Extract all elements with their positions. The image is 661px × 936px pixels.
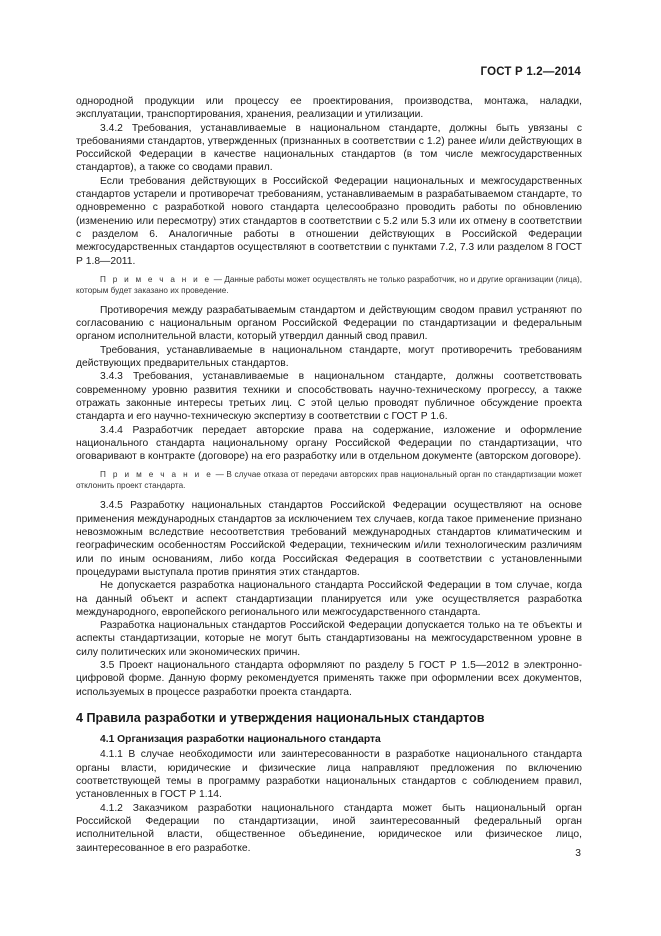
paragraph-4-1-2: 4.1.2 Заказчиком разработки национального стандарта может быть национальный орган Российской Федерации по стандартизации, иной заинтересованный федеральный орган исполнительной власти, общественное объединение, юридическое или физическое лицо, заинтересованное в его разработке. (76, 802, 582, 854)
section-heading: 4 Правила разработки и утверждения национальных стандартов (76, 710, 485, 725)
note-text: — В случае отказа от передачи авторских прав национальный орган по стандартизации может отклонить проект стандарта. (76, 470, 582, 491)
paragraph-3-4-2: 3.4.2 Требования, устанавливаемые в национальном стандарте, должны быть увязаны с требованиями стандартов, утвержденных (признанных в соответствии с 1.2) ранее и/или действующих в Российской Федерации в качестве национальных стандартов (в том числе межгосударственных стандартов), а также со сводами правил. (76, 122, 582, 174)
paragraph-3-4-3: 3.4.3 Требования, устанавливаемые в национальном стандарте, должны соответствовать современному уровню развития техники и способствовать научно-техническому прогрессу, а также отражать законные интересы третьих лиц. С этой целью проводят публичное обсуждение проекта стандарта и его научно-техническую экспертизу в соответствии с ГОСТ Р 1.6. (76, 371, 582, 423)
paragraph-3-4-5: 3.4.5 Разработку национальных стандартов Российской Федерации осуществляют на основе применения международных стандартов за исключением тех случаев, когда такое применение признано невозможным вследствие несоответствия требований международных стандартов климатическим и географическим особенностям Российской Федерации, техническим и/или технологическим различиям или по иным основаниям, либо когда Российская Федерация в соответствии с установленными процедурами выступала против принятия этих стандартов. (76, 500, 582, 578)
page-number: 3 (575, 848, 581, 859)
paragraph-3-5: 3.5 Проект национального стандарта оформляют по разделу 5 ГОСТ Р 1.5—2012 в электронно-цифровой форме. Данную форму рекомендуется применять также при оформлении всех документов, используемых в процессе разработки проекта стандарта. (76, 659, 582, 698)
paragraph: однородной продукции или процессу ее проектирования, производства, монтажа, наладки, эксплуатации, транспортирования, хранения, реализации и утилизации. (76, 96, 582, 121)
document-body (76, 95, 582, 855)
note-label: П р и м е ч а н и е (100, 470, 214, 480)
paragraph: Если требования действующих в Российской Федерации национальных и межгосударственных стандартов устарели и противоречат требованиям, устанавливаемым в разрабатываемом стандарте, то одновременно с разработкой нового стандарта целесообразно проводить работы по обновлению (изменению или пересмотру) этих стандартов в соответствии с 5.2 или 5.3 или их отмену в соответствии с разделом 6. Аналогичные работы в отношении действующих в Российской Федерации межгосударственных стандартов осуществляют в соответствии с пунктами 7.2, 7.3 или разделом 8 ГОСТ Р 1.8—2011. (76, 175, 582, 267)
subsection-heading: 4.1 Организация разработки национального стандарта (100, 734, 381, 746)
note-text: — Данные работы может осуществлять не только разработчик, но и другие организации (лица), которым будет заказано их проведение. (76, 274, 583, 295)
paragraph: Требования, устанавливаемые в национальном стандарте, могут противоречить требованиям действующих предварительных стандартов. (76, 344, 582, 370)
document-code-header: ГОСТ Р 1.2—2014 (480, 66, 581, 78)
paragraph-4-1-1: 4.1.1 В случае необходимости или заинтересованности в разработке национального стандарта органы власти, юридические и физические лица направляют предложения по включению соответствующей темы в программу разработки национальных стандартов с соблюдением правил, установленных в ГОСТ Р 1.14. (76, 749, 582, 801)
note-label: П р и м е ч а н и е (100, 274, 212, 284)
paragraph-3-4-4: 3.4.4 Разработчик передает авторские права на содержание, изложение и оформление национального стандарта национальному органу Российской Федерации по стандартизации, что оговаривают в контракте (договоре) на его разработку или в отдельном документе (авторском договоре). (76, 424, 582, 463)
paragraph: Противоречия между разрабатываемым стандартом и действующим сводом правил устраняют по согласованию с национальным органом Российской Федерации по стандартизации и федеральным органом исполнительной власти, который утвердил данный свод правил. (76, 304, 582, 343)
paragraph: Разработка национальных стандартов Российской Федерации допускается только на те объекты и аспекты стандартизации, которые не могут быть стандартизованы на межгосударственном уровне в силу политических или экономических причин. (76, 620, 582, 658)
paragraph: Не допускается разработка национального стандарта Российской Федерации в том случае, когда на данный объект и аспект стандартизации планируется или уже осуществляется разработка международного, европейского регионального или межгосударственного стандарта. (76, 580, 582, 618)
note (76, 274, 582, 296)
note (76, 469, 582, 491)
